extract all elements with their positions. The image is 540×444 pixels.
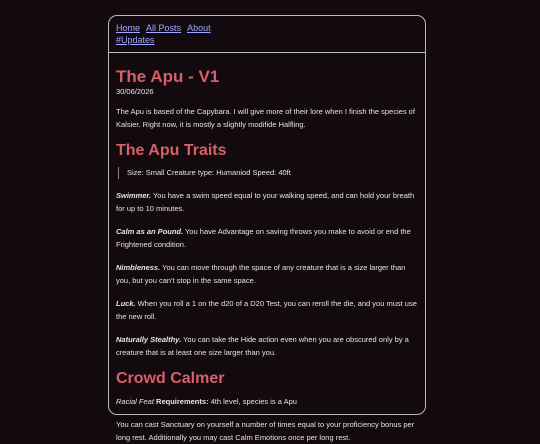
top-nav <box>109 16 425 53</box>
trait-swimmer <box>116 189 418 215</box>
nav-link-updates-tag[interactable]: #Updates <box>116 35 155 45</box>
nav-link-about[interactable]: About <box>187 23 211 33</box>
nav-link-home[interactable]: Home <box>116 23 141 33</box>
nav-link-all-posts[interactable]: All Posts <box>146 23 182 33</box>
feat-req-label: Requirements: <box>156 397 209 406</box>
feat-description: You can cast Sanctuary on yourself a number of times equal to your proficiency bonus per long rest. Additionally you may cast Calm Emotions once per long rest. <box>116 420 415 442</box>
traits-quote: Size: Small Creature type: Humaniod Speed: 40ft <box>118 167 418 179</box>
feat-heading: Crowd Calmer <box>116 370 225 387</box>
feat-req-text: 4th level, species is a Apu <box>208 397 297 406</box>
trait-name: Luck. <box>116 299 136 308</box>
trait-calm <box>116 225 418 251</box>
feat-requirements <box>116 395 418 408</box>
trait-name: Swimmer. <box>116 191 152 200</box>
trait-luck <box>116 297 418 323</box>
traits-heading: The Apu Traits <box>116 142 227 159</box>
trait-name: Calm as an Pound. <box>116 227 184 236</box>
trait-nimbleness <box>116 261 418 287</box>
post-date: 30/06/2026 <box>116 87 154 96</box>
trait-stealthy <box>116 333 418 359</box>
feat-type: Racial Feat <box>116 397 154 406</box>
trait-text: You have Advantage on saving throws you make to avoid or end the Frightened condition. <box>116 227 411 249</box>
trait-name: Nimbleness. <box>116 263 161 272</box>
post-content <box>109 53 425 444</box>
trait-text: You can move through the space of any creature that is a size larger than you, but you can't stop in the same space. <box>116 263 406 285</box>
trait-text: You can take the Hide action even when you are obscured only by a creature that is at least one size larger than you. <box>116 335 409 357</box>
post-title: The Apu - V1 <box>116 67 220 86</box>
trait-name: Naturally Stealthy. <box>116 335 182 344</box>
trait-text: You have a swim speed equal to your walking speed, and can hold your breath for up to 10 minutes. <box>116 191 415 213</box>
trait-text: When you roll a 1 on the d20 of a D20 Test, you can reroll the die, and you must use the new roll. <box>116 299 417 321</box>
post-intro: The Apu is based of the Capybara. I will give more of their lore when I finish the species of Kalsier. Right now, it is mostly a slightly modifide Halfling. <box>116 107 415 129</box>
page-card <box>108 15 426 442</box>
